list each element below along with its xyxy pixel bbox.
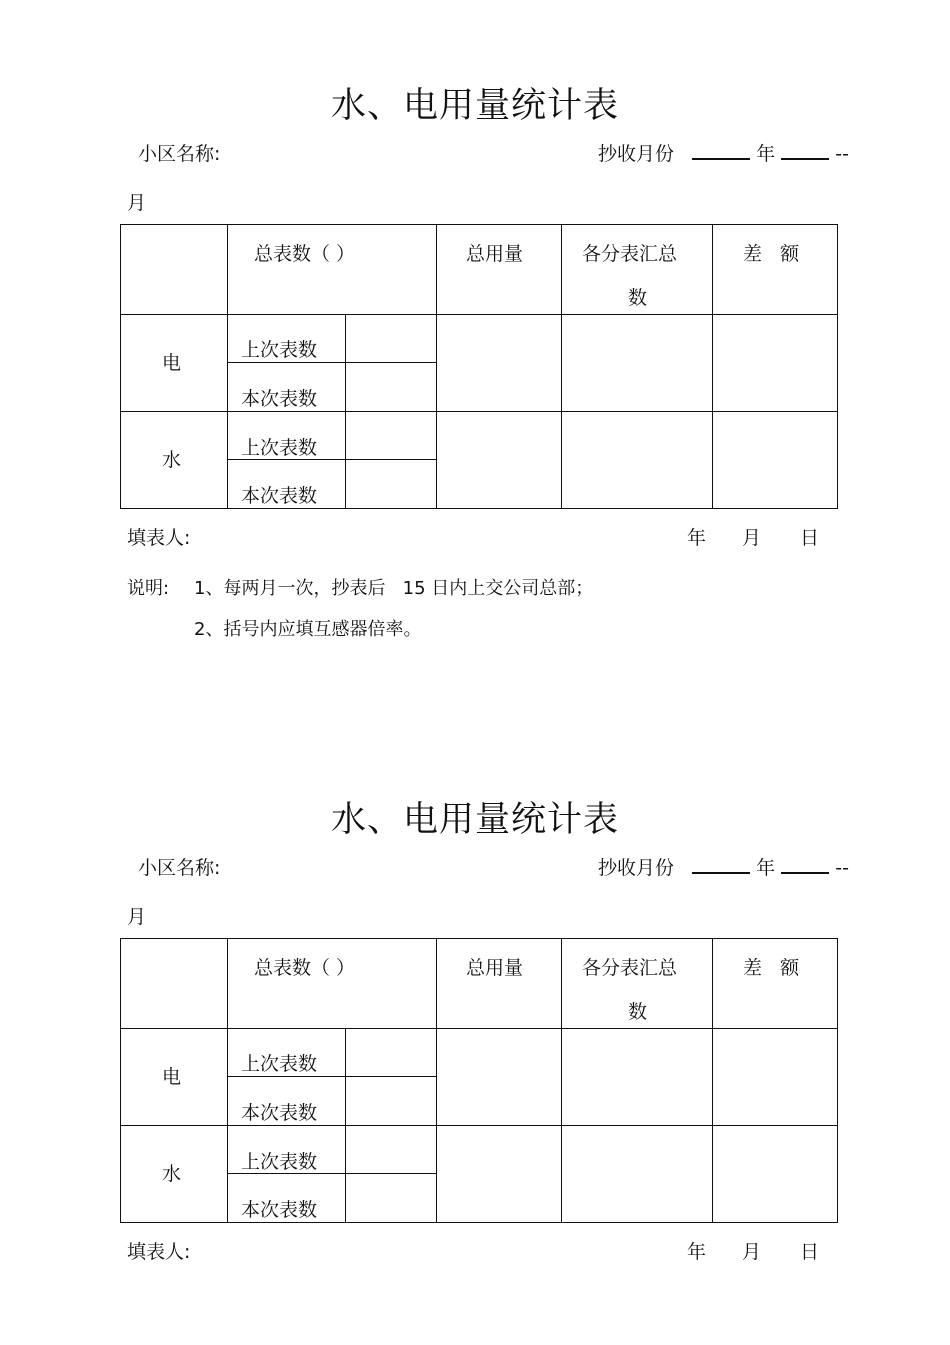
water-previous-reading: 上次表数 xyxy=(241,437,318,459)
district-name-label: 小区名称: xyxy=(138,857,221,879)
filler-label: 填表人: xyxy=(127,1241,191,1263)
form-title: 水、电用量统计表 xyxy=(330,800,619,840)
date-day: 日 xyxy=(800,1241,820,1263)
electricity-previous-reading: 上次表数 xyxy=(241,1053,318,1075)
month-blank[interactable] xyxy=(781,853,829,874)
reading-month-field xyxy=(598,139,849,166)
usage-table xyxy=(120,224,838,509)
reading-month-label: 抄收月份 xyxy=(598,143,675,165)
date-month: 月 xyxy=(742,527,762,549)
header-total-meter: 总表数（ ） xyxy=(254,243,356,265)
header-total-usage: 总用量 xyxy=(466,957,524,979)
year-blank[interactable] xyxy=(692,853,750,874)
row-electricity: 电 xyxy=(162,352,182,374)
filler-label: 填表人: xyxy=(127,527,191,549)
electricity-current-reading: 本次表数 xyxy=(241,388,318,410)
year-blank[interactable] xyxy=(692,139,750,160)
header-total-usage: 总用量 xyxy=(466,243,524,265)
reading-month-label: 抄收月份 xyxy=(598,857,675,879)
electricity-current-reading: 本次表数 xyxy=(241,1102,318,1124)
note-item-1: 1、每两月一次，抄表后 15 日内上交公司总部； xyxy=(194,578,594,599)
row-electricity: 电 xyxy=(162,1066,182,1088)
district-name-label: 小区名称: xyxy=(138,143,221,165)
form-title: 水、电用量统计表 xyxy=(330,86,619,126)
row-water: 水 xyxy=(162,449,182,471)
usage-table xyxy=(120,938,838,1223)
water-current-reading: 本次表数 xyxy=(241,485,318,507)
month-dash: -- xyxy=(835,857,849,879)
month-blank[interactable] xyxy=(781,139,829,160)
water-current-reading: 本次表数 xyxy=(241,1199,318,1221)
notes-heading: 说明: xyxy=(127,578,170,599)
month-char: 月 xyxy=(127,192,147,214)
month-dash: -- xyxy=(835,143,849,165)
header-difference: 差 额 xyxy=(743,243,800,265)
form-sheet-2 xyxy=(0,714,950,1314)
electricity-previous-reading: 上次表数 xyxy=(241,339,318,361)
header-total-meter: 总表数（ ） xyxy=(254,957,356,979)
water-previous-reading: 上次表数 xyxy=(241,1151,318,1173)
reading-month-field xyxy=(598,853,849,880)
header-submeter-sum-cont: 数 xyxy=(628,1001,648,1023)
note-item-2: 2、括号内应填互感器倍率。 xyxy=(194,619,422,640)
date-year: 年 xyxy=(687,527,707,549)
date-year: 年 xyxy=(687,1241,707,1263)
form-sheet-1 xyxy=(0,0,950,640)
row-water: 水 xyxy=(162,1163,182,1185)
year-char: 年 xyxy=(756,857,776,879)
date-day: 日 xyxy=(800,527,820,549)
header-submeter-sum: 各分表汇总 xyxy=(582,243,678,265)
date-month: 月 xyxy=(742,1241,762,1263)
header-submeter-sum-cont: 数 xyxy=(628,287,648,309)
header-difference: 差 额 xyxy=(743,957,800,979)
month-char: 月 xyxy=(127,906,147,928)
header-submeter-sum: 各分表汇总 xyxy=(582,957,678,979)
year-char: 年 xyxy=(756,143,776,165)
